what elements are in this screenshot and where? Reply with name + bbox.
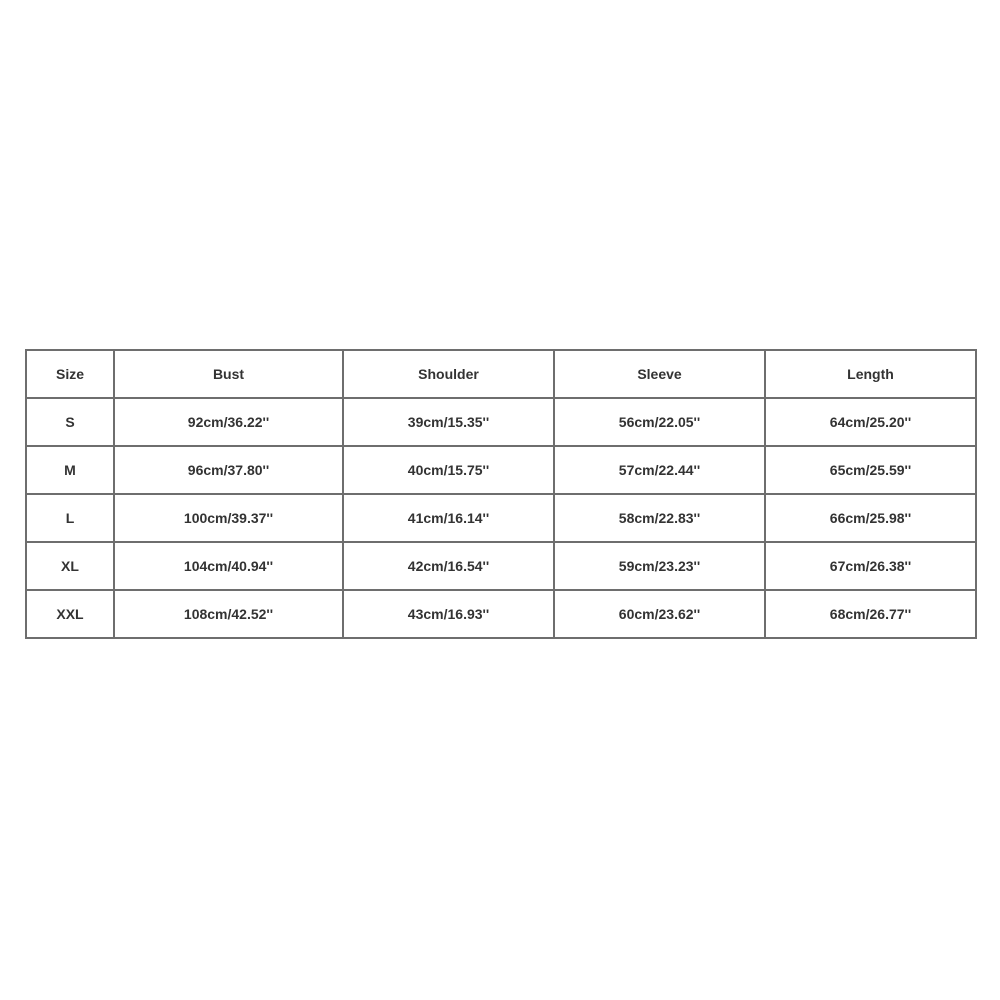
cell-size: M (26, 446, 114, 494)
cell-bust: 104cm/40.94'' (114, 542, 343, 590)
table-row (26, 590, 976, 638)
cell-size: XL (26, 542, 114, 590)
header-shoulder: Shoulder (343, 350, 554, 398)
cell-sleeve: 56cm/22.05'' (554, 398, 765, 446)
cell-shoulder: 43cm/16.93'' (343, 590, 554, 638)
table-header-row (26, 350, 976, 398)
cell-length: 66cm/25.98'' (765, 494, 976, 542)
cell-length: 65cm/25.59'' (765, 446, 976, 494)
cell-length: 68cm/26.77'' (765, 590, 976, 638)
cell-shoulder: 39cm/15.35'' (343, 398, 554, 446)
cell-shoulder: 41cm/16.14'' (343, 494, 554, 542)
table-row (26, 494, 976, 542)
table-row (26, 446, 976, 494)
cell-sleeve: 57cm/22.44'' (554, 446, 765, 494)
cell-sleeve: 60cm/23.62'' (554, 590, 765, 638)
cell-size: S (26, 398, 114, 446)
cell-bust: 108cm/42.52'' (114, 590, 343, 638)
cell-size: L (26, 494, 114, 542)
cell-sleeve: 59cm/23.23'' (554, 542, 765, 590)
cell-length: 64cm/25.20'' (765, 398, 976, 446)
header-size: Size (26, 350, 114, 398)
cell-bust: 96cm/37.80'' (114, 446, 343, 494)
table-row (26, 542, 976, 590)
header-bust: Bust (114, 350, 343, 398)
header-sleeve: Sleeve (554, 350, 765, 398)
cell-size: XXL (26, 590, 114, 638)
cell-bust: 92cm/36.22'' (114, 398, 343, 446)
cell-sleeve: 58cm/22.83'' (554, 494, 765, 542)
header-length: Length (765, 350, 976, 398)
cell-length: 67cm/26.38'' (765, 542, 976, 590)
table-row (26, 398, 976, 446)
size-chart-table (25, 349, 977, 639)
cell-shoulder: 40cm/15.75'' (343, 446, 554, 494)
cell-bust: 100cm/39.37'' (114, 494, 343, 542)
cell-shoulder: 42cm/16.54'' (343, 542, 554, 590)
